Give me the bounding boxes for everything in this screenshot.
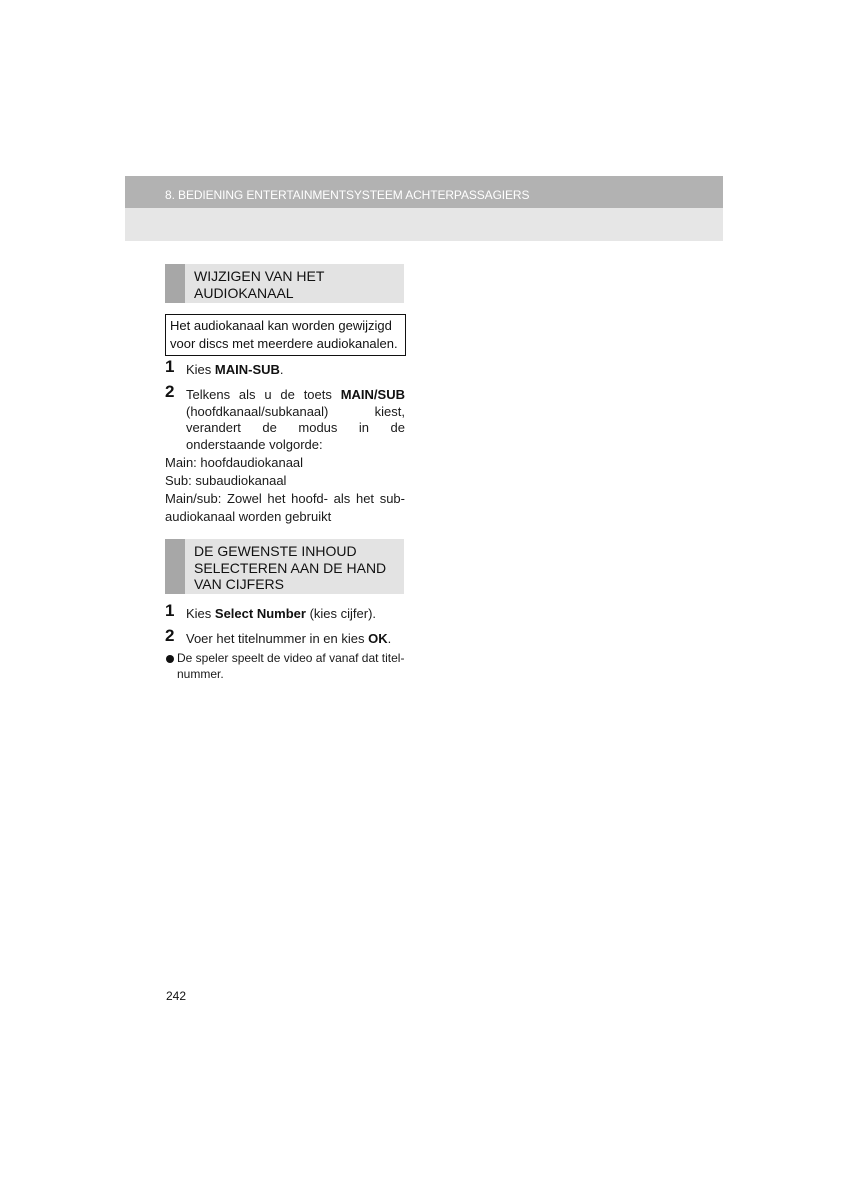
step-text: Voer het titelnummer in en kies OK. xyxy=(186,631,392,646)
button-name: MAIN/SUB xyxy=(340,387,405,402)
button-name: Select Number xyxy=(214,606,306,621)
step-item xyxy=(165,357,405,379)
mode-main: Main: hoofdaudiokanaal xyxy=(165,455,304,470)
mode-main-sub: Main/sub: Zowel het hoofd- als het sub-audiokanaal worden gebruikt xyxy=(165,491,405,524)
chapter-header xyxy=(125,176,723,208)
chapter-header-band xyxy=(125,208,723,241)
section-tab-marker xyxy=(165,539,185,594)
note-text: De speler speelt de video af vanaf dat titel-nummer. xyxy=(177,651,405,681)
step-item xyxy=(165,382,405,453)
step-number: 1 xyxy=(165,601,175,620)
step-item xyxy=(165,626,405,648)
info-box: Het audiokanaal kan worden gewijzigd voor discs met meerdere audiokanalen. xyxy=(165,314,406,356)
section-heading-select-number xyxy=(165,539,404,594)
step-text: Kies MAIN-SUB. xyxy=(186,362,284,377)
page-number: 242 xyxy=(166,989,187,1003)
mode-sub: Sub: subaudiokanaal xyxy=(165,473,287,488)
step-text: Telkens als u de toets MAIN/SUB (hoofdkanaal/subkanaal) kiest, verandert de modus in de onderstaande volgorde: xyxy=(186,387,405,452)
button-name: MAIN-SUB xyxy=(214,362,280,377)
step-text: Kies Select Number (kies cijfer). xyxy=(186,606,377,621)
section-title: WIJZIGEN VAN HET AUDIOKANAAL xyxy=(194,268,325,301)
step-number: 2 xyxy=(165,626,175,645)
step-number: 1 xyxy=(165,357,175,376)
section-title: DE GEWENSTE INHOUD SELECTEREN AAN DE HAND VAN CIJFERS xyxy=(194,543,387,592)
chapter-title: 8. BEDIENING ENTERTAINMENTSYSTEEM ACHTERPASSAGIERS xyxy=(165,188,530,202)
bullet-dot-icon xyxy=(166,655,174,663)
step-number: 2 xyxy=(165,382,175,401)
step-item xyxy=(165,601,405,623)
section-tab-marker xyxy=(165,264,185,303)
note-bullet xyxy=(165,651,405,682)
button-name: OK xyxy=(368,631,388,646)
section-heading-audio-channel xyxy=(165,264,404,303)
